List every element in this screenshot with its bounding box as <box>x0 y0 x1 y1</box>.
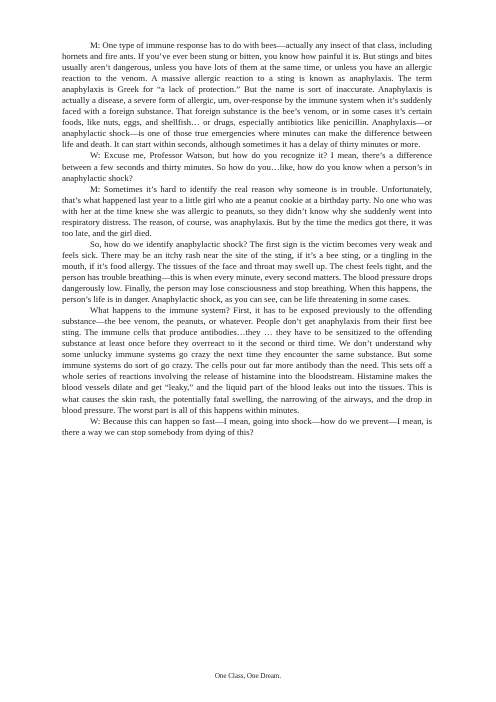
paragraph-2: W: Excuse me, Professor Watson, but how do you recognize it? I mean, there’s a difference between a few seconds and thirty minutes. So how do you…like, how do you know when a person’s in anaphylactic shock? <box>62 150 432 183</box>
paragraph-4: So, how do we identify anaphylactic shock? The first sign is the victim becomes very weak and feels sick. There may be an itchy rash near the site of the sting, if it’s a bee sting, or a tingling in the mouth, if it’s food allergy. The tissues of the face and throat may swell up. The chest feels tight, and the person has trouble breathing—this is when every minute, every second matters. The blood pressure drops dangerously low. Finally, the person may lose consciousness and stop breathing. When this happens, the person’s life is in danger. Anaphylactic shock, as you can see, can be life threatening in some cases. <box>62 238 432 305</box>
paragraph-6: W: Because this can happen so fast—I mean, going into shock—how do we prevent—I mean, is there a way we can stop somebody from dying of this? <box>62 415 432 437</box>
transcript-body <box>62 40 432 438</box>
paragraph-3: M: Sometimes it’s hard to identify the real reason why someone is in trouble. Unfortunately, that’s what happened last year to a little girl who ate a peanut cookie at a birthday party. No one who was with her at the time knew she was allergic to peanuts, so they didn’t know why she suddenly went into respiratory distress. The reason, of course, was anaphylaxis. But by the time the medics got there, it was too late, and the girl died. <box>62 183 432 238</box>
paragraph-5: What happens to the immune system? First, it has to be exposed previously to the offending substance—the bee venom, the peanuts, or whatever. People don’t get anaphylaxis from their first bee sting. The immune cells that produce antibodies…they … they have to be sensitized to the offending substance at least once before they overreact to it the second or third time. We don’t understand why some unlucky immune systems go crazy the next time they encounter the same substance. But some immune systems do sort of go crazy. The cells pour out far more antibody than the need. This sets off a whole series of reactions involving the release of histamine into the bloodstream. Histamine makes the blood vessels dilate and get “leaky,” and the liquid part of the blood leaks out into the tissues. This is what causes the skin rash, the potentially fatal swelling, the narrowing of the airways, and the drop in blood pressure. The worst part is all of this happens within minutes. <box>62 305 432 415</box>
page-footer: One Class, One Dream. <box>214 672 282 680</box>
paragraph-1: M: One type of immune response has to do with bees—actually any insect of that class, including hornets and fire ants. If you’ve ever been stung or bitten, you know how painful it is. But stings and bites usually aren’t dangerous, unless you have lots of them at the same time, or unless you have an allergic reaction to the venom. A massive allergic reaction to a sting is known as anaphylaxis. The term anaphylaxis is Greek for “a lack of protection.” But the name is sort of inaccurate. Anaphylaxis is actually a disease, a severe form of allergic, um, over-response by the immune system when it’s suddenly faced with a foreign substance. That foreign substance is the bee’s venom, or in some cases it’s certain foods, like nuts, eggs, and shellfish… or drugs, especially antibiotics like penicillin. Anaphylaxis—or anaphylactic shock—is one of those true emergencies where minutes can make the difference between life and death. It can start within seconds, although sometimes it has a delay of thirty minutes or more. <box>62 40 432 150</box>
